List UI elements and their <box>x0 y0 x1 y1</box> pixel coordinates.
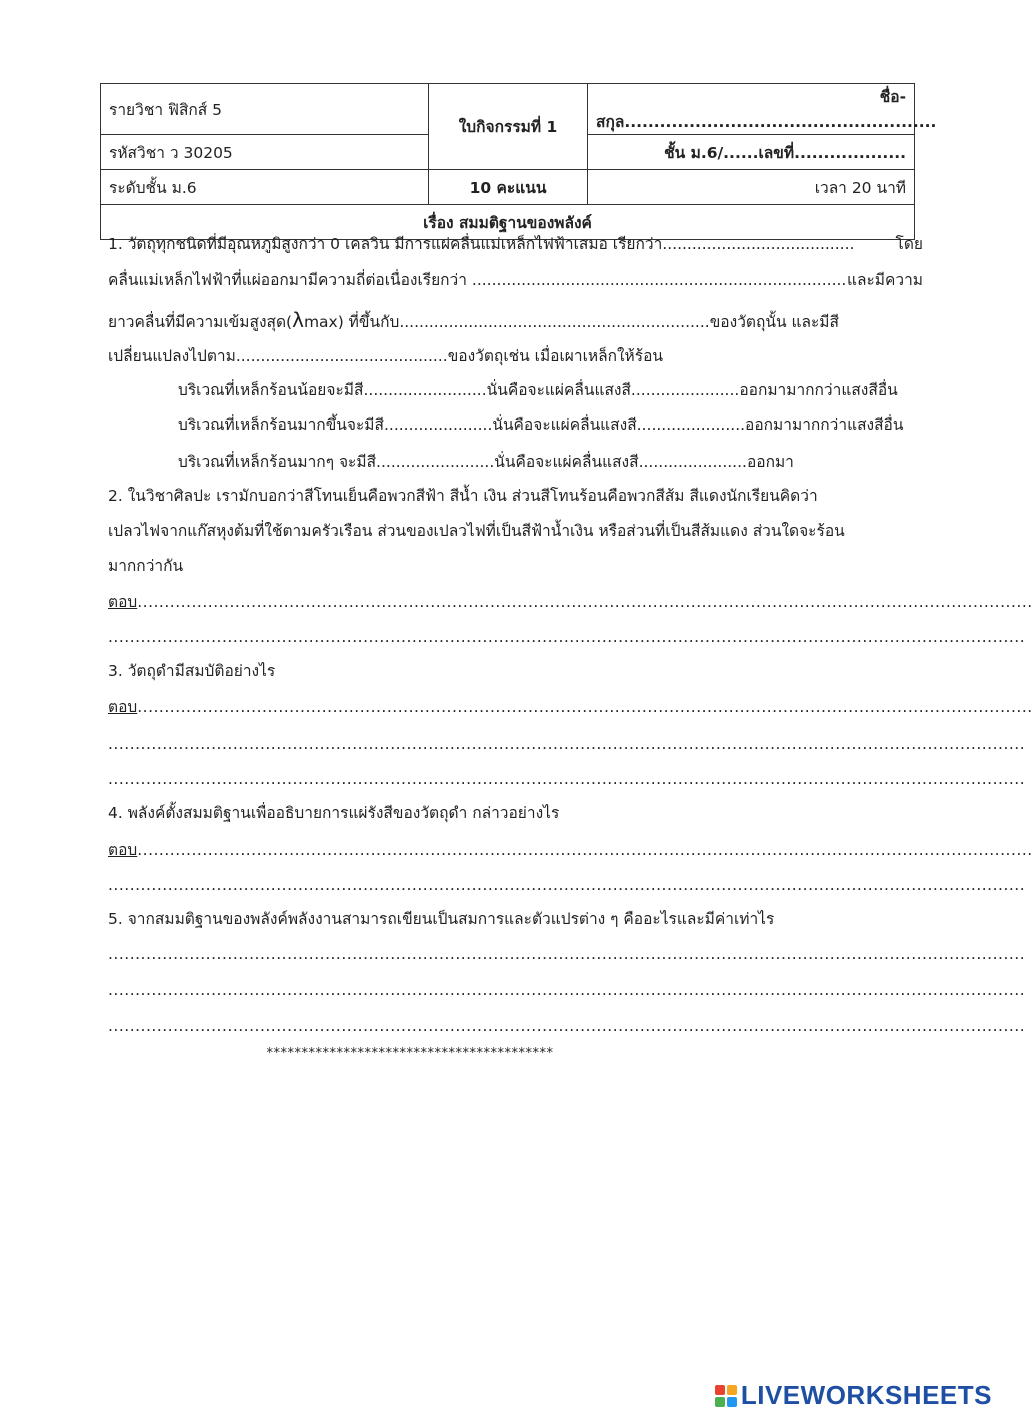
time-cell: เวลา 20 นาที <box>588 170 915 205</box>
q5-answer-line-3[interactable]: ......................................................................................................................................................................... <box>108 1017 1026 1035</box>
q4-answer-line-1[interactable]: ตอบ..................................................................................................................................................................... <box>108 841 1033 859</box>
answer-label: ตอบ <box>108 593 138 611</box>
q1-line-5: บริเวณที่เหล็กร้อนน้อยจะมีสี.........................นั่นคือจะแผ่คลื่นแสงสี......................ออกมามากกว่าแสงสีอื่น <box>178 381 898 399</box>
q4-answer-line-2[interactable]: ......................................................................................................................................................................... <box>108 876 1026 894</box>
liveworksheets-icon <box>714 1384 738 1408</box>
q3-line-1: 3. วัตถุดำมีสมบัติอย่างไร <box>108 662 276 680</box>
answer-label: ตอบ <box>108 841 138 859</box>
q5-line-1: 5. จากสมมติฐานของพลังค์พลังงานสามารถเขียนเป็นสมการและตัวแปรต่าง ๆ คืออะไรและมีค่าเท่าไร <box>108 910 775 928</box>
brand-name: LIVEWORKSHEETS <box>740 1380 992 1410</box>
end-separator: ***************************************** <box>266 1046 554 1061</box>
q2-answer-line-2[interactable]: ......................................................................................................................................................................... <box>108 628 1026 646</box>
course-code-cell: รหัสวิชา ว 30205 <box>101 135 429 170</box>
header-table <box>100 83 937 240</box>
q3-answer-line-2[interactable]: ......................................................................................................................................................................... <box>108 735 1026 753</box>
q5-answer-line-1[interactable]: ......................................................................................................................................................................... <box>108 945 1026 963</box>
q4-line-1: 4. พลังค์ตั้งสมมติฐานเพื่ออธิบายการแผ่รังสีของวัตถุดำ กล่าวอย่างไร <box>108 804 560 822</box>
score-cell: 10 คะแนน <box>429 170 588 205</box>
lambda-symbol: λ <box>292 308 304 332</box>
brand-logo <box>714 1380 992 1411</box>
q1-line-7: บริเวณที่เหล็กร้อนมากๆ จะมีสี........................นั่นคือจะแผ่คลื่นแสงสี......................ออกมา <box>178 453 794 471</box>
q3-answer-line-1[interactable]: ตอบ..................................................................................................................................................................... <box>108 698 1033 716</box>
activity-title: ใบกิจกรรมที่ 1 <box>429 84 588 170</box>
q3-answer-line-3[interactable]: ......................................................................................................................................................................... <box>108 770 1026 788</box>
level-cell: ระดับชั้น ม.6 <box>101 170 429 205</box>
q5-answer-line-2[interactable]: ......................................................................................................................................................................... <box>108 981 1026 999</box>
q1-line-4: เปลี่ยนแปลงไปตาม...........................................ของวัตถุเช่น เมื่อเผาเหล็กให้ร้อน <box>108 347 663 365</box>
class-number-field[interactable]: ชั้น ม.6/......เลขที่................... <box>588 135 915 170</box>
q1-line-3: ยาวคลื่นที่มีความเข้มสูงสุด(λmax) ที่ขึ้นกับ...............................................................ของวัตถุนั้น และมีสี <box>108 308 839 332</box>
subject-cell: รายวิชา ฟิสิกส์ 5 <box>101 84 429 135</box>
q2-line-3: มากกว่ากัน <box>108 557 184 575</box>
q2-line-2: เปลวไฟจากแก๊สหุงต้มที่ใช้ตามครัวเรือน ส่วนของเปลวไฟที่เป็นสีฟ้าน้ำเงิน หรือส่วนที่เป็นสีส้มแดง ส่วนใดจะร้อน <box>108 522 845 540</box>
q2-answer-line-1[interactable]: ตอบ..................................................................................................................................................................... <box>108 593 1033 611</box>
q1-line-1: 1. วัตถุทุกชนิดที่มีอุณหภูมิสูงกว่า 0 เคลวิน มีการแผ่คลื่นแม่เหล็กไฟฟ้าเสมอ เรียกว่า....................................... โดย <box>108 235 923 253</box>
worksheet <box>100 83 937 240</box>
answer-label: ตอบ <box>108 698 138 716</box>
q2-line-1: 2. ในวิชาศิลปะ เรามักบอกว่าสีโทนเย็นคือพวกสีฟ้า สีน้ำ เงิน ส่วนสีโทนร้อนคือพวกสีส้ม สีแดงนักเรียนคิดว่า <box>108 487 818 505</box>
topic-title: เรื่อง สมมติฐานของพลังค์ <box>101 205 915 240</box>
q1-line-6: บริเวณที่เหล็กร้อนมากขึ้นจะมีสี......................นั่นคือจะแผ่คลื่นแสงสี......................ออกมามากกว่าแสงสีอื่น <box>178 416 904 434</box>
q1-line-2: คลื่นแม่เหล็กไฟฟ้าที่แผ่ออกมามีความถี่ต่อเนื่องเรียกว่า ............................................................................ และมีความ <box>108 271 923 289</box>
name-field[interactable]: ชื่อ-สกุล..................................................... <box>588 84 915 135</box>
